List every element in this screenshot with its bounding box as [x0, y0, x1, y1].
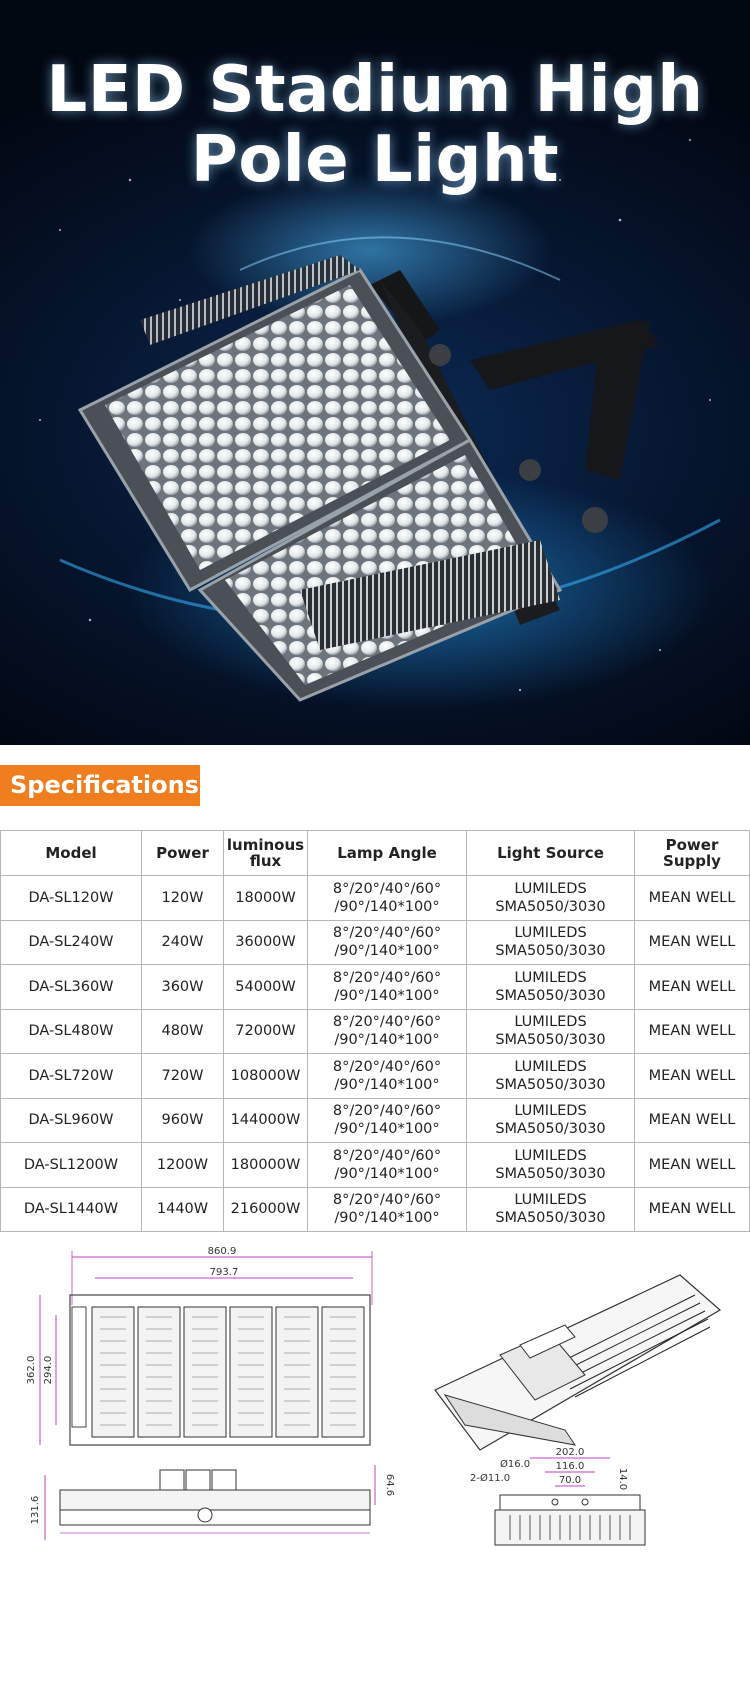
cell-light-source-line-2: SMA5050/3030 — [495, 943, 606, 960]
table-row — [1, 1054, 750, 1099]
cell-light-source-line-2: SMA5050/3030 — [495, 1210, 606, 1227]
cell-light-source-line-2: SMA5050/3030 — [495, 898, 606, 915]
cell-power: 1440W — [142, 1187, 224, 1232]
cell-lamp-angle-line-2: /90°/140*100° — [334, 943, 440, 960]
cell-light-source-line-2: SMA5050/3030 — [495, 987, 606, 1004]
cell-luminous-flux: 72000W — [224, 1009, 308, 1054]
cell-model: DA-SL1200W — [1, 1143, 142, 1188]
dim-front-width-inner: 793.7 — [209, 1267, 239, 1278]
cell-luminous-flux: 216000W — [224, 1187, 308, 1232]
cell-light-source-line-2: SMA5050/3030 — [495, 1121, 606, 1138]
technical-drawings — [0, 1245, 750, 1687]
cell-lamp-angle — [308, 965, 467, 1010]
cell-power: 240W — [142, 920, 224, 965]
cell-light-source-line-2: SMA5050/3030 — [495, 1165, 606, 1182]
column-header-luminous-flux: luminous flux — [224, 831, 308, 876]
dim-bracket-offset: 14.0 — [617, 1467, 628, 1491]
cell-model: DA-SL240W — [1, 920, 142, 965]
column-header-model: Model — [1, 831, 142, 876]
column-header-power: Power — [142, 831, 224, 876]
cell-power-supply: MEAN WELL — [635, 876, 750, 921]
cell-light-source — [467, 1054, 635, 1099]
table-row — [1, 1187, 750, 1232]
cell-light-source-line-1: LUMILEDS — [514, 925, 587, 942]
cell-lamp-angle-line-1: 8°/20°/40°/60° — [332, 969, 442, 986]
cell-lamp-angle-line-2: /90°/140*100° — [334, 987, 440, 1004]
dim-bracket-hole-small: 2-Ø11.0 — [470, 1473, 511, 1484]
table-row — [1, 1143, 750, 1188]
table-row — [1, 1009, 750, 1054]
cell-light-source-line-2: SMA5050/3030 — [495, 1076, 606, 1093]
dim-front-height-inner: 294.0 — [43, 1355, 54, 1385]
cell-power-supply: MEAN WELL — [635, 1054, 750, 1099]
cell-power-supply: MEAN WELL — [635, 1143, 750, 1188]
cell-luminous-flux: 144000W — [224, 1098, 308, 1143]
cell-power: 960W — [142, 1098, 224, 1143]
column-header-light-source: Light Source — [467, 831, 635, 876]
cell-luminous-flux: 54000W — [224, 965, 308, 1010]
cell-lamp-angle-line-1: 8°/20°/40°/60° — [332, 1192, 442, 1209]
cell-power: 120W — [142, 876, 224, 921]
cell-light-source — [467, 965, 635, 1010]
cell-power: 360W — [142, 965, 224, 1010]
cell-power: 720W — [142, 1054, 224, 1099]
cell-model: DA-SL120W — [1, 876, 142, 921]
cell-light-source-line-1: LUMILEDS — [514, 1147, 587, 1164]
cell-lamp-angle-line-1: 8°/20°/40°/60° — [332, 1103, 442, 1120]
hero-title-line-2: Pole Light — [190, 123, 560, 197]
cell-light-source-line-1: LUMILEDS — [514, 1192, 587, 1209]
cell-light-source — [467, 1187, 635, 1232]
hero-title-line-1: LED Stadium High — [46, 53, 704, 127]
cell-light-source — [467, 1009, 635, 1054]
cell-lamp-angle-line-2: /90°/140*100° — [334, 898, 440, 915]
cell-light-source — [467, 1143, 635, 1188]
cell-luminous-flux: 180000W — [224, 1143, 308, 1188]
specifications-table — [0, 830, 750, 1232]
dim-front-height-total: 362.0 — [26, 1355, 37, 1385]
cell-model: DA-SL960W — [1, 1098, 142, 1143]
cell-model: DA-SL480W — [1, 1009, 142, 1054]
cell-light-source-line-1: LUMILEDS — [514, 969, 587, 986]
table-row — [1, 876, 750, 921]
table-row — [1, 965, 750, 1010]
cell-light-source — [467, 920, 635, 965]
cell-luminous-flux: 36000W — [224, 920, 308, 965]
cell-light-source-line-1: LUMILEDS — [514, 880, 587, 897]
dim-front-width-total: 860.9 — [207, 1246, 237, 1257]
cell-lamp-angle — [308, 1054, 467, 1099]
hero-banner — [0, 0, 750, 745]
cell-lamp-angle — [308, 1143, 467, 1188]
cell-power-supply: MEAN WELL — [635, 920, 750, 965]
front-view-drawing — [20, 1245, 400, 1460]
cell-light-source — [467, 876, 635, 921]
cell-lamp-angle-line-1: 8°/20°/40°/60° — [332, 1147, 442, 1164]
cell-power-supply: MEAN WELL — [635, 1098, 750, 1143]
cell-lamp-angle-line-1: 8°/20°/40°/60° — [332, 880, 442, 897]
cell-light-source-line-2: SMA5050/3030 — [495, 1032, 606, 1049]
cell-lamp-angle-line-2: /90°/140*100° — [334, 1165, 440, 1182]
cell-luminous-flux: 108000W — [224, 1054, 308, 1099]
bracket-view-drawing — [470, 1445, 670, 1565]
cell-light-source-line-1: LUMILEDS — [514, 1103, 587, 1120]
cell-lamp-angle-line-2: /90°/140*100° — [334, 1032, 440, 1049]
table-row — [1, 920, 750, 965]
cell-lamp-angle-line-1: 8°/20°/40°/60° — [332, 1058, 442, 1075]
cell-light-source-line-1: LUMILEDS — [514, 1058, 587, 1075]
cell-lamp-angle-line-1: 8°/20°/40°/60° — [332, 925, 442, 942]
cell-lamp-angle — [308, 1009, 467, 1054]
cell-power-supply: MEAN WELL — [635, 965, 750, 1010]
cell-light-source — [467, 1098, 635, 1143]
column-header-power-supply: Power Supply — [635, 831, 750, 876]
cell-lamp-angle-line-2: /90°/140*100° — [334, 1210, 440, 1227]
dim-side-height-left: 131.6 — [30, 1495, 41, 1525]
cell-model: DA-SL360W — [1, 965, 142, 1010]
dim-bracket-width-outer: 202.0 — [555, 1447, 585, 1458]
isometric-view-drawing — [425, 1255, 725, 1475]
side-view-drawing — [20, 1445, 400, 1565]
cell-lamp-angle-line-1: 8°/20°/40°/60° — [332, 1014, 442, 1031]
cell-model: DA-SL720W — [1, 1054, 142, 1099]
dim-bracket-width-mid: 116.0 — [555, 1461, 585, 1472]
dim-bracket-hole-large: Ø16.0 — [500, 1459, 531, 1470]
cell-lamp-angle-line-2: /90°/140*100° — [334, 1076, 440, 1093]
cell-luminous-flux: 18000W — [224, 876, 308, 921]
table-header-row — [1, 831, 750, 876]
column-header-lamp-angle: Lamp Angle — [308, 831, 467, 876]
dim-side-height-right: 64.6 — [384, 1473, 395, 1497]
dim-bracket-width-inner: 70.0 — [558, 1475, 582, 1486]
cell-lamp-angle — [308, 1098, 467, 1143]
cell-lamp-angle — [308, 920, 467, 965]
cell-light-source-line-1: LUMILEDS — [514, 1014, 587, 1031]
table-row — [1, 1098, 750, 1143]
cell-model: DA-SL1440W — [1, 1187, 142, 1232]
cell-power: 480W — [142, 1009, 224, 1054]
cell-lamp-angle-line-2: /90°/140*100° — [334, 1121, 440, 1138]
cell-lamp-angle — [308, 876, 467, 921]
cell-power-supply: MEAN WELL — [635, 1187, 750, 1232]
hero-title — [0, 55, 750, 195]
cell-lamp-angle — [308, 1187, 467, 1232]
specifications-heading: Specifications — [0, 765, 200, 806]
cell-power: 1200W — [142, 1143, 224, 1188]
cell-power-supply: MEAN WELL — [635, 1009, 750, 1054]
